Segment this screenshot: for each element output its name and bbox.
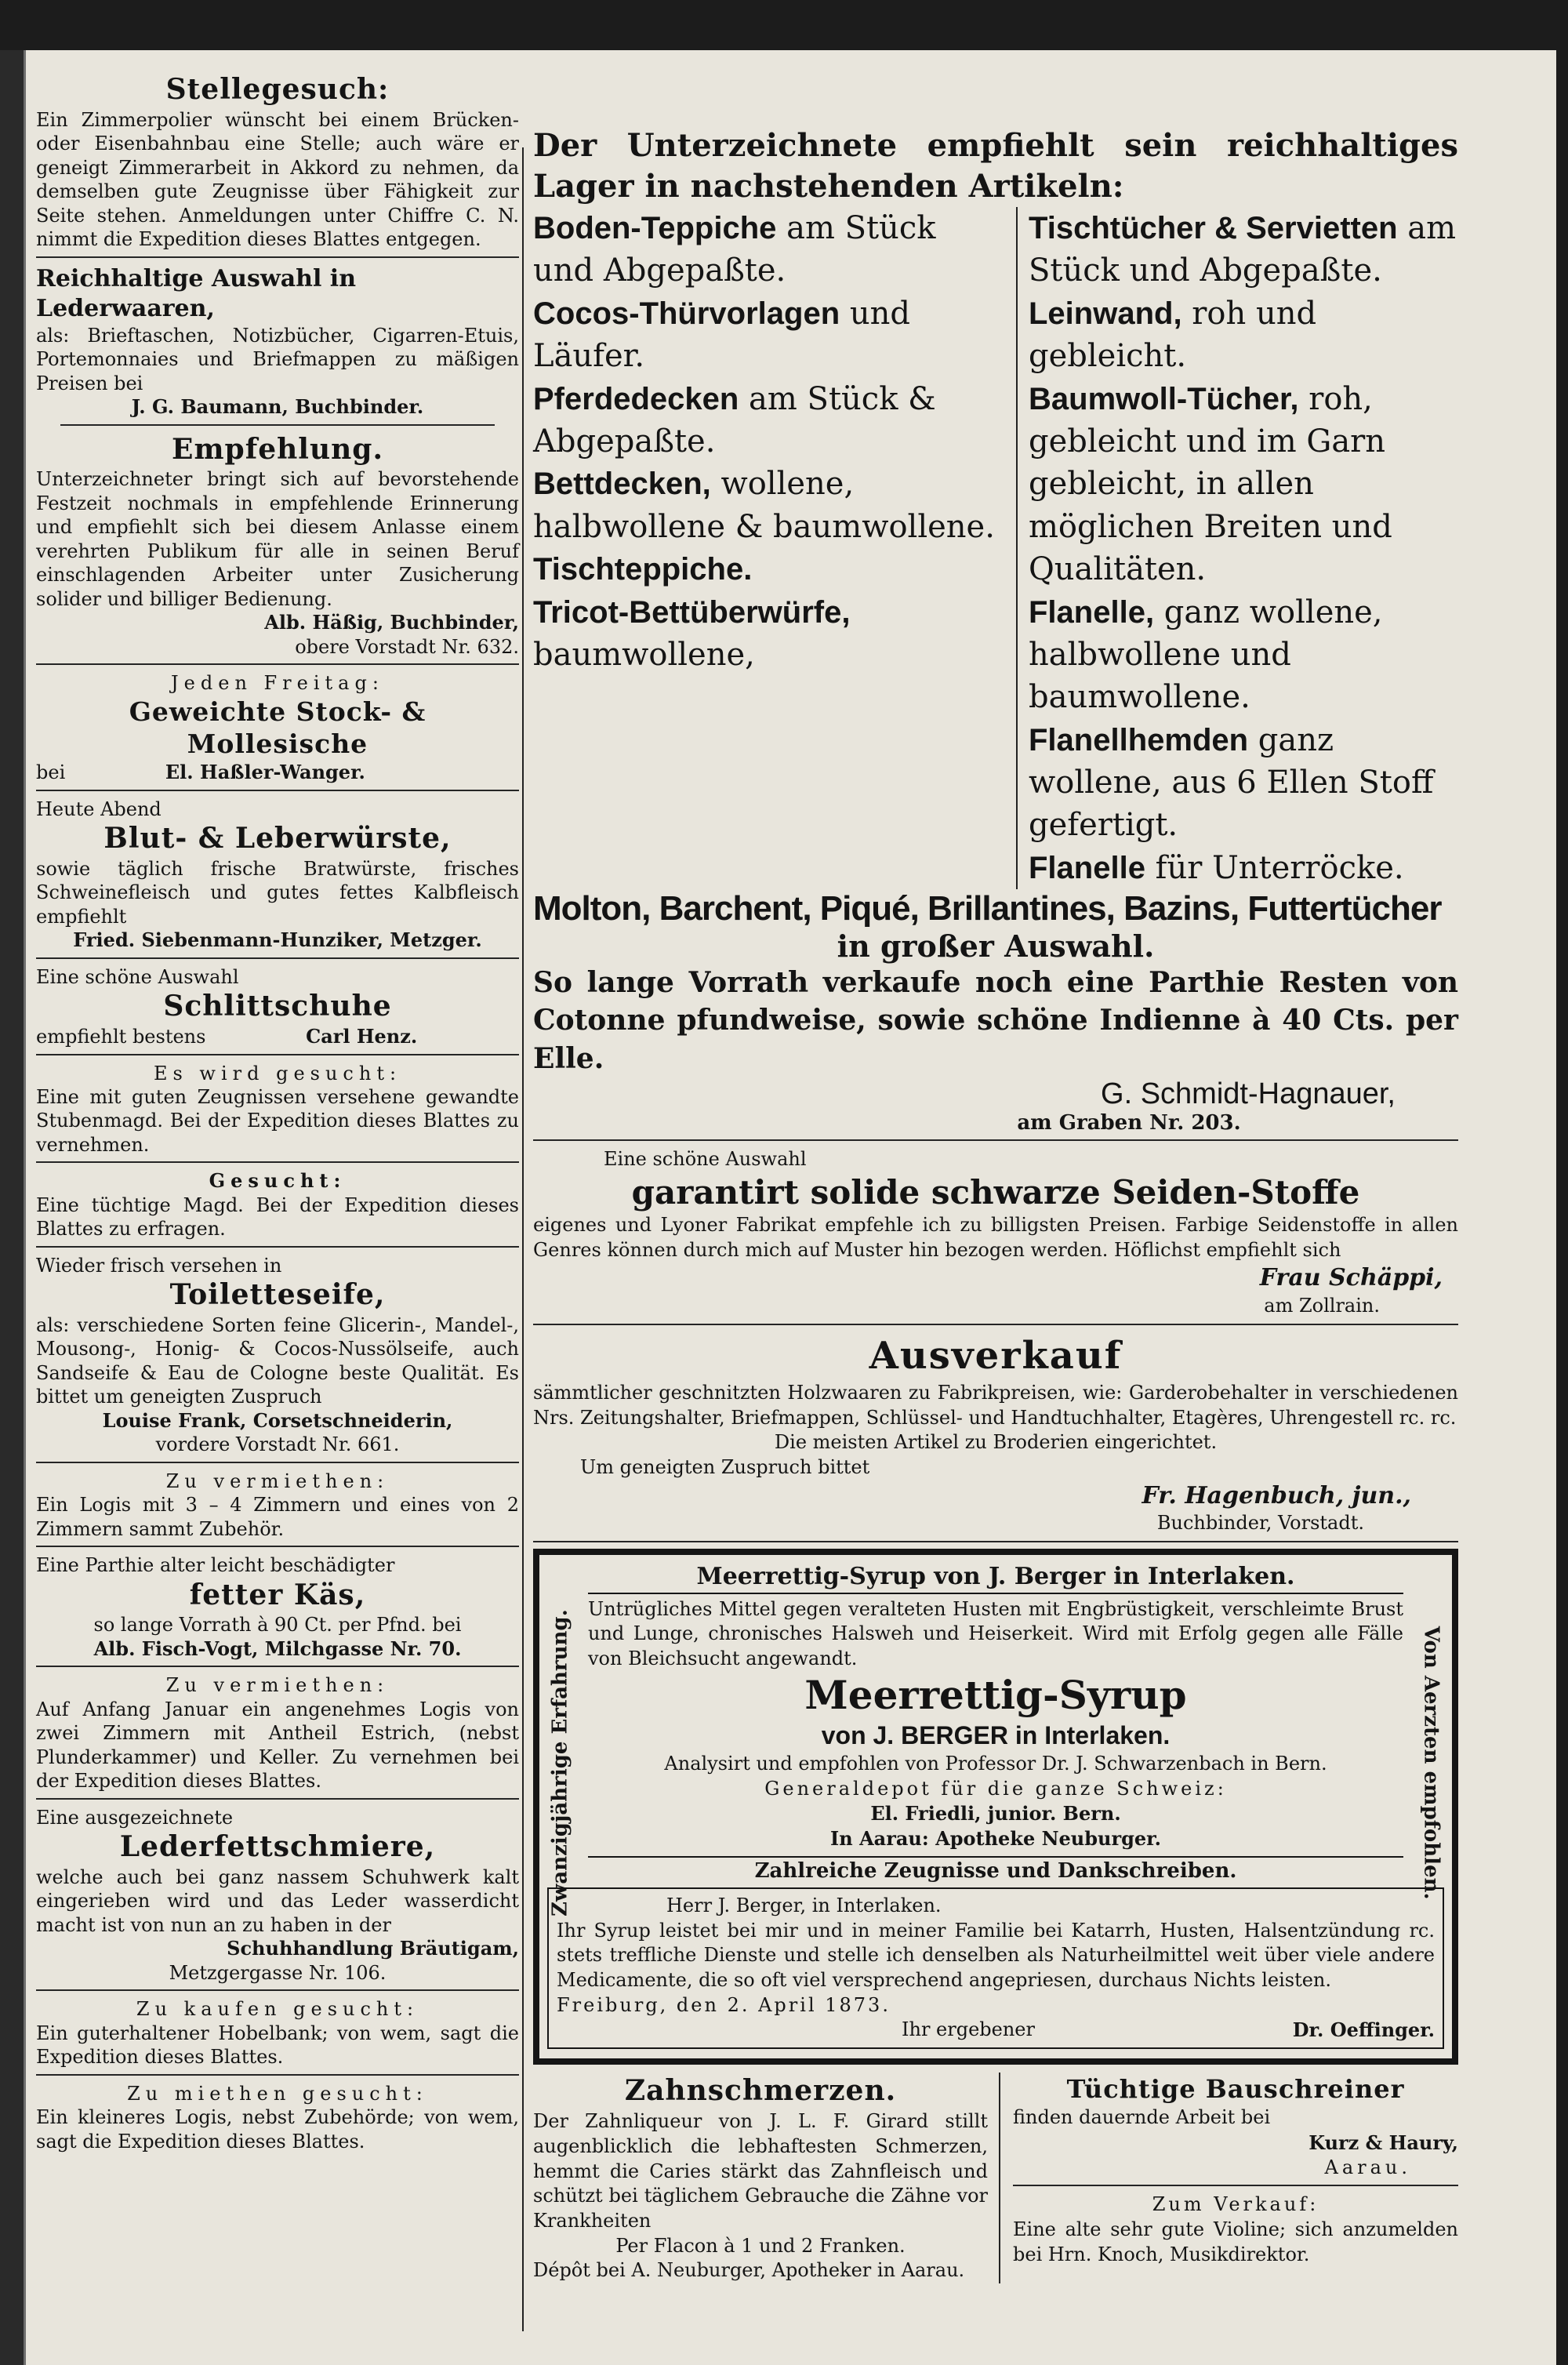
syrup-title: Meerrettig-Syrup	[804, 1671, 1187, 1718]
ad-title: Schlittschuhe	[163, 990, 392, 1023]
ad-body: Ein Zimmerpolier wünscht bei einem Brücken- oder Eisenbahnbau eine Stelle; auch wäre er geneigt Zimmerarbeit in Akkord zu nehmen, da demselben gute Zeugnisse über Fähigkeit zur Seite stehen. Anmeldungen unter Chiffre C. N. nimmt die Expedition dieses Blattes entgegen.	[36, 108, 519, 251]
divider	[36, 1546, 519, 1547]
ad-title: Toiletteseife,	[169, 1278, 386, 1312]
ad-headline: Der Unterzeichnete empfiehlt sein reichhaltiges Lager in nachstehenden Artikeln:	[533, 127, 1458, 205]
ad-schlittschuhe	[36, 965, 519, 1049]
article-item	[1029, 719, 1458, 847]
ad-note: Die meisten Artikel zu Broderien eingerichtet.	[774, 1431, 1218, 1454]
ad-signature: Schuhhandlung Bräutigam,	[227, 1937, 519, 1960]
ad-body: Eine tüchtige Magd. Bei der Expedition dieses Blattes zu erfragen.	[36, 1193, 519, 1241]
ad-kaufen-gesucht	[36, 1997, 519, 2069]
ad-title: Es wird gesucht:	[153, 1062, 402, 1084]
ad-closing: Um geneigten Zuspruch bittet	[580, 1456, 870, 1479]
article-item	[1029, 591, 1458, 719]
article-item	[1029, 378, 1458, 591]
divider	[36, 957, 519, 959]
ad-lederfettschmiere	[36, 1806, 519, 1985]
ad-body: welche auch bei ganz nassem Schuhwerk kalt eingerieben wird und das Leder wasserdicht macht ist von nun an zu haben in der	[36, 1865, 519, 1936]
letter-addressee: Herr J. Berger, in Interlaken.	[666, 1894, 942, 1916]
ad-gesucht-stubenmagd	[36, 1062, 519, 1157]
ad-vermieten-2	[36, 1673, 519, 1793]
article-name: Tischteppiche.	[533, 552, 753, 587]
ad-sig-prefix: empfiehlt bestens	[36, 1026, 206, 1048]
article-detail: am Stück & Abgepaßte.	[533, 380, 936, 460]
ad-title: Lederfettschmiere,	[119, 1830, 436, 1864]
article-item	[533, 591, 1004, 677]
ad-title: fetter Käs,	[189, 1578, 366, 1611]
ad-sig-prefix: bei	[36, 761, 66, 784]
divider	[533, 1324, 1458, 1325]
divider	[36, 1246, 519, 1248]
ad-title: Blut- & Leberwürste,	[103, 822, 452, 856]
ad-address: am Zollrain.	[1264, 1295, 1380, 1317]
divider	[36, 1666, 519, 1667]
ad-address: vordere Vorstadt Nr. 661.	[155, 1433, 400, 1456]
article-item	[1029, 207, 1458, 292]
ad-miethen-gesucht	[36, 2082, 519, 2153]
right-column	[533, 125, 1458, 2313]
ad-intro: Eine schöne Auswahl	[604, 1147, 807, 1170]
syrup-depot: Generaldepot für die ganze Schweiz:	[764, 1777, 1227, 1800]
ad-fabrics: Molton, Barchent, Piqué, Brillantines, Bazins, Futtertücher	[533, 889, 1442, 928]
ad-address: Aarau.	[1324, 2156, 1411, 2178]
ad-body: Der Zahnliqueur von J. L. F. Girard stillt augenblicklich die lebhaftesten Schmerzen, hemmt die Caries stärkt das Zahnfleisch und schützt bei täglichem Gebrauche die Zähne vor Krankheiten	[533, 2110, 988, 2232]
article-detail: für Unterröcke.	[1145, 849, 1404, 886]
ad-wuerste	[36, 797, 519, 953]
ad-offer: So lange Vorrath verkaufe noch eine Parthie Resten von Cotonne pfundweise, sowie schöne Indienne à 40 Cts. per Elle.	[533, 966, 1458, 1075]
article-name: Bettdecken,	[533, 467, 711, 502]
article-list-left	[533, 207, 1018, 889]
syrup-top-title: Meerrettig-Syrup von J. Berger in Interlaken.	[588, 1561, 1403, 1594]
divider	[533, 1541, 1458, 1542]
ad-empfehlung	[36, 432, 519, 659]
ad-title: Geweichte Stock- & Mollesische	[129, 696, 426, 760]
divider	[36, 1462, 519, 1463]
divider	[36, 1798, 519, 1800]
syrup-desc: Untrügliches Mittel gegen veralteten Husten mit Engbrüstigkeit, verschleimte Brust und Lunge, chronisches Halsweh und Heiserkeit. Wird mit Erfolg gegen alle Fälle von Bleichsucht angewandt.	[588, 1597, 1403, 1669]
ad-signature: Louise Frank, Corsetschneiderin,	[102, 1408, 453, 1432]
ad-body: sowie täglich frische Bratwürste, frisches Schweinefleisch und gutes fettes Kalbfleisch empfiehlt	[36, 858, 519, 928]
syrup-analysed: Analysirt und empfohlen von Professor Dr. J. Schwarzenbach in Bern.	[664, 1752, 1327, 1775]
ad-signature: Alb. Fisch-Vogt, Milchgasse Nr. 70.	[93, 1637, 462, 1660]
ad-signature: Fr. Hagenbuch, jun.,	[1142, 1481, 1411, 1509]
ad-zahnschmerzen	[533, 2073, 1000, 2283]
ad-title: Zahnschmerzen.	[624, 2073, 897, 2107]
ad-stellegesuch	[36, 72, 519, 252]
ad-body: als: Brieftaschen, Notizbücher, Cigarren-Etuis, Portemonnaies und Briefmappen zu mäßigen Preisen bei	[36, 324, 519, 394]
ad-signature: El. Haßler-Wanger.	[165, 761, 365, 784]
article-item	[533, 463, 1004, 548]
right-bottom-ads	[1000, 2073, 1458, 2283]
article-name: Flanelle	[1029, 850, 1145, 885]
scan-edge	[0, 50, 24, 2365]
article-detail: am Stück und Abgepaßte.	[1029, 210, 1457, 289]
ad-body: Eine alte sehr gute Violine; sich anzumelden bei Hrn. Knoch, Musikdirektor.	[1013, 2218, 1458, 2265]
ad-signature: Fried. Siebenmann-Hunziker, Metzger.	[73, 928, 482, 952]
article-detail: und Läufer.	[533, 295, 910, 375]
ad-seide	[533, 1147, 1458, 1319]
ad-ausverkauf	[533, 1331, 1458, 1536]
ad-title: Reichhaltige Auswahl in Lederwaaren,	[36, 264, 357, 322]
ad-body: Eine mit guten Zeugnissen versehene gewandte Stubenmagd. Bei der Expedition dieses Blattes zu vernehmen.	[36, 1086, 519, 1156]
ad-title: Tüchtige Bauschreiner	[1066, 2073, 1405, 2104]
side-caption-left: Zwanzigjährige Erfahrung.	[548, 1609, 572, 1916]
ad-title: Empfehlung.	[172, 432, 383, 466]
ad-meerrettig-syrup	[533, 1549, 1458, 2065]
article-detail: ganz wollene, aus 6 Ellen Stoff gefertigt.	[1029, 721, 1434, 844]
ad-body: als: verschiedene Sorten feine Glicerin-, Mandel-, Mousong-, Honig- & Cocos-Nussölseife, auch Sandseife & Eau de Cologne beste Qualität. Es bittet um geneigten Zuspruch	[36, 1314, 519, 1408]
ad-signature: Alb. Häßig, Buchbinder,	[264, 611, 519, 634]
ad-title: Zum Verkauf:	[1152, 2193, 1319, 2216]
divider	[36, 1989, 519, 1991]
article-list-right	[1018, 207, 1458, 889]
letter-place-date: Freiburg, den 2. April 1873.	[557, 1993, 891, 2016]
ad-title: Zu miethen gesucht:	[127, 2082, 428, 2105]
article-name: Baumwoll-Tücher,	[1029, 381, 1299, 416]
ad-kaes	[36, 1553, 519, 1661]
ad-intro: Eine Parthie alter leicht beschädigter	[36, 1554, 395, 1577]
ad-signature: Frau Schäppi,	[1259, 1264, 1443, 1292]
ad-vermieten-1	[36, 1469, 519, 1541]
syrup-aarau: In Aarau: Apotheke Neuburger.	[830, 1826, 1161, 1850]
ad-address: Metzgergasse Nr. 106.	[169, 1961, 387, 1984]
divider	[36, 256, 519, 258]
ad-address: obere Vorstadt Nr. 632.	[295, 635, 519, 658]
letter-body: Ihr Syrup leistet bei mir und in meiner Familie bei Katarrh, Husten, Halsentzündung rc. stets treffliche Dienste und stelle ich denselben als Naturheilmittel weit über viele andere Medicamente, die so oft viel versprechend angepriesen, durchaus Nichts leisten.	[557, 1919, 1435, 1991]
ad-intro: Heute Abend	[36, 797, 162, 820]
divider	[36, 1054, 519, 1055]
article-name: Boden-Teppiche	[533, 211, 777, 245]
article-item	[1029, 847, 1458, 889]
ad-title: Zu kaufen gesucht:	[136, 1998, 419, 2021]
syrup-subtitle: von J. BERGER in Interlaken.	[821, 1720, 1171, 1749]
ad-fabrics-sub: in großer Auswahl.	[837, 928, 1155, 965]
ad-address: Buchbinder, Vorstadt.	[1156, 1512, 1364, 1535]
article-detail: roh, gebleicht und im Garn gebleicht, in allen möglichen Breiten und Qualitäten.	[1029, 380, 1392, 588]
divider	[60, 424, 495, 426]
ad-title: Gesucht:	[209, 1169, 347, 1193]
syrup-depot-name: El. Friedli, junior. Bern.	[870, 1802, 1121, 1826]
article-item	[533, 207, 1004, 292]
article-name: Leinwand,	[1029, 296, 1182, 331]
ad-body: sämmtlicher geschnitzten Holzwaaren zu Fabrikpreisen, wie: Garderobehalter in verschiedenen Nrs. Zeitungshalter, Briefmappen, Schlüssel- und Handtuchhalter, Etagères, Uhrengestell rc. rc.	[533, 1382, 1458, 1429]
ad-title: Stellegesuch:	[165, 73, 390, 106]
ad-signature: G. Schmidt-Hagnauer,	[1101, 1077, 1396, 1110]
article-item	[533, 548, 1004, 590]
letter-signature: Dr. Oeffinger.	[1292, 2018, 1435, 2042]
ad-toiletteseife	[36, 1254, 519, 1457]
ad-lager	[533, 125, 1458, 1135]
ad-signature: Carl Henz.	[306, 1025, 418, 1048]
article-name: Tricot-Bettüberwürfe,	[533, 594, 851, 630]
divider	[36, 1161, 519, 1163]
article-item	[533, 292, 1004, 378]
article-columns	[533, 207, 1458, 889]
article-detail: roh und gebleicht.	[1029, 295, 1317, 375]
ad-freitag	[36, 671, 519, 785]
divider	[36, 2074, 519, 2076]
divider	[533, 1139, 1458, 1141]
letter-closing: Ihr ergebener	[902, 2018, 1035, 2041]
divider	[1013, 2185, 1458, 2186]
ad-lederwaaren	[36, 264, 519, 420]
side-caption-right: Von Aerzten empfohlen.	[1419, 1626, 1443, 1900]
ad-signature: Kurz & Haury,	[1308, 2131, 1458, 2154]
divider	[36, 790, 519, 791]
ad-signature: J. G. Baumann, Buchbinder.	[131, 395, 424, 419]
article-name: Flanelle,	[1029, 594, 1155, 630]
ad-address: am Graben Nr. 203.	[1017, 1110, 1241, 1135]
syrup-testimonials: Zahlreiche Zeugnisse und Dankschreiben.	[588, 1856, 1403, 1884]
ad-intro: Eine schöne Auswahl	[36, 965, 239, 988]
article-detail: wollene, halbwollene & baumwollene.	[533, 466, 995, 545]
ad-title: Zu vermiethen:	[165, 1674, 390, 1697]
ad-title: garantirt solide schwarze Seiden-Stoffe	[631, 1172, 1360, 1212]
article-name: Pferdedecken	[533, 381, 739, 416]
ad-body: Auf Anfang Januar ein angenehmes Logis von zwei Zimmern mit Antheil Estrich, (nebst Plunderkammer) und Keller. Zu vernehmen bei der Expedition dieses Blattes.	[36, 1698, 519, 1793]
article-item	[1029, 292, 1458, 378]
article-name: Flanellhemden	[1029, 722, 1249, 757]
syrup-content	[588, 1561, 1403, 1884]
divider	[36, 663, 519, 665]
ad-price: Per Flacon à 1 und 2 Franken.	[615, 2234, 906, 2257]
ad-body: Ein Logis mit 3 – 4 Zimmern und eines von 2 Zimmern sammt Zubehör.	[36, 1494, 519, 1540]
article-detail: ganz wollene, halbwollene und baumwollene.	[1029, 594, 1383, 716]
article-name: Cocos-Thürvorlagen	[533, 296, 840, 331]
article-detail: baumwollene,	[533, 636, 755, 673]
ad-body: eigenes und Lyoner Fabrikat empfehle ich zu billigsten Preisen. Farbige Seidenstoffe in allen Genres können durch mich auf Muster hin bezogen werden. Höflichst empfiehlt sich	[533, 1214, 1458, 1261]
ad-title: Ausverkauf	[869, 1333, 1123, 1378]
left-column	[36, 72, 519, 2315]
syrup-letter	[547, 1887, 1444, 2049]
ad-intro: Jeden Freitag:	[171, 672, 384, 695]
article-detail: am Stück und Abgepaßte.	[533, 210, 936, 289]
ad-depot: Dépôt bei A. Neuburger, Apotheker in Aarau.	[533, 2259, 965, 2282]
bottom-ads	[533, 2073, 1458, 2283]
ad-body: finden dauernde Arbeit bei	[1013, 2106, 1271, 2129]
ad-body: Ein guterhaltener Hobelbank; von wem, sagt die Expedition dieses Blattes.	[36, 2022, 519, 2069]
ad-title: Zu vermiethen:	[165, 1469, 390, 1492]
ad-body: Unterzeichneter bringt sich auf bevorstehende Festzeit nochmals in empfehlende Erinnerung und empfiehlt sich bei diesem Anlasse einem verehrten Publikum für alle in seinen Beruf einschlagenden Arbeiter unter Zusicherung solider und billiger Bedienung.	[36, 468, 519, 610]
ad-body: Ein kleineres Logis, nebst Zubehörde; von wem, sagt die Expedition dieses Blattes.	[36, 2106, 519, 2152]
article-name: Tischtücher & Servietten	[1029, 211, 1398, 245]
ad-intro: Wieder frisch versehen in	[36, 1254, 282, 1277]
column-divider	[522, 147, 524, 2331]
ad-gesucht-magd	[36, 1169, 519, 1241]
ad-body: so lange Vorrath à 90 Ct. per Pfnd. bei	[93, 1614, 462, 1637]
ad-intro: Eine ausgezeichnete	[36, 1806, 234, 1829]
article-item	[533, 378, 1004, 463]
